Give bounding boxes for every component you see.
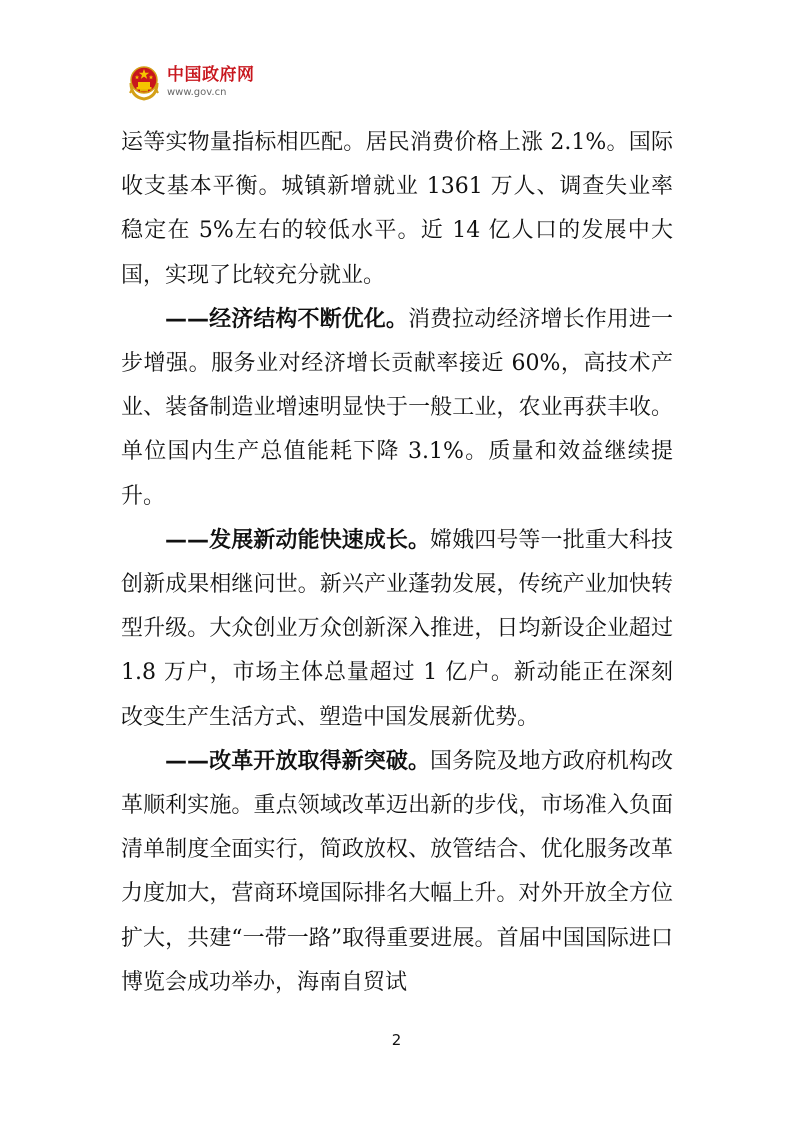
national-emblem-icon	[127, 63, 161, 101]
site-url: www.gov.cn	[167, 86, 227, 98]
paragraph-text: 消费拉动经济增长作用进一步增强。服务业对经济增长贡献率接近 60%，高技术产业、装备制造业增速明显快于一般工业，农业再获丰收。单位国内生产总值能耗下降 3.1%。质量和效益继续提升。	[121, 306, 673, 509]
paragraph-heading: ——发展新动能快速成长。	[165, 527, 431, 553]
paragraph-economic-structure	[121, 298, 673, 519]
paragraph-reform-opening	[121, 740, 673, 1005]
document-body	[121, 121, 673, 1005]
paragraph-text: 国务院及地方政府机构改革顺利实施。重点领域改革迈出新的步伐，市场准入负面清单制度全面实行，简政放权、放管结合、优化服务改革力度加大，营商环境国际排名大幅上升。对外开放全方位扩大，共建“一带一路”取得重要进展。首届中国国际进口博览会成功举办，海南自贸试	[121, 748, 673, 995]
paragraph-heading: ——经济结构不断优化。	[165, 306, 408, 332]
site-header	[127, 60, 255, 104]
paragraph-heading: ——改革开放取得新突破。	[165, 748, 431, 774]
paragraph-1	[121, 121, 673, 298]
site-name: 中国政府网	[167, 64, 255, 85]
paragraph-text: 运等实物量指标相匹配。居民消费价格上涨 2.1%。国际收支基本平衡。城镇新增就业 1361 万人、调查失业率稳定在 5%左右的较低水平。近 14 亿人口的发展中大国，实现了比较充分就业。	[121, 130, 673, 288]
site-brand[interactable]	[167, 64, 255, 98]
paragraph-new-momentum	[121, 519, 673, 740]
page-number: 2	[391, 1031, 402, 1049]
paragraph-text: 嫦娥四号等一批重大科技创新成果相继问世。新兴产业蓬勃发展，传统产业加快转型升级。大众创业万众创新深入推进，日均新设企业超过 1.8 万户，市场主体总量超过 1 亿户。新动能正在深刻改变生产生活方式、塑造中国发展新优势。	[121, 527, 673, 730]
